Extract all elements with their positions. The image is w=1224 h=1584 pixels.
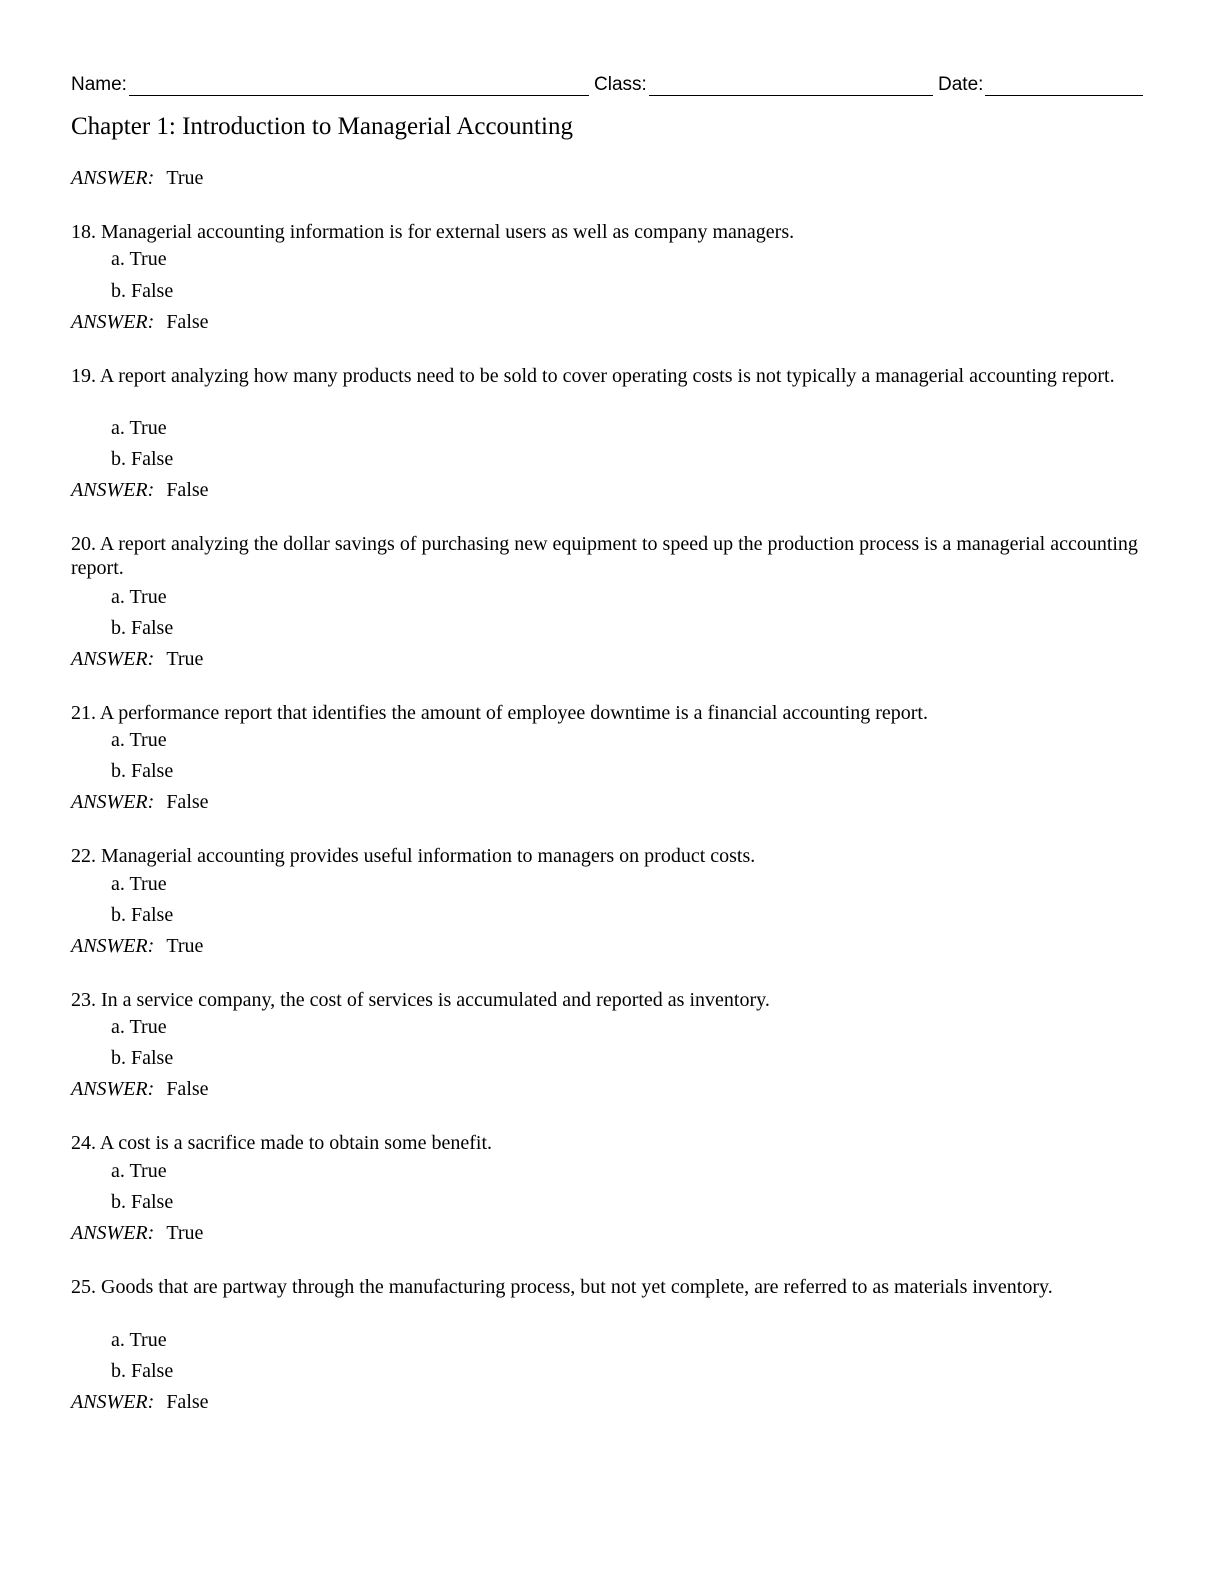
answer-line — [71, 1077, 209, 1101]
question-stem: 22. Managerial accounting provides useful information to managers on product costs. — [71, 845, 756, 867]
answer-value: False — [166, 791, 209, 813]
question-stem: 25. Goods that are partway through the manufacturing process, but not yet complete, are referred to as materials inventory. — [71, 1276, 1053, 1298]
option-b: b. False — [111, 448, 174, 470]
answer-line — [71, 934, 203, 958]
answer-value: False — [166, 311, 209, 333]
option-a: a. True — [111, 1016, 167, 1038]
answer-label: ANSWER: — [71, 935, 155, 957]
class-label: Class: — [594, 74, 647, 95]
option-a: a. True — [111, 1160, 167, 1182]
option-b: b. False — [111, 280, 174, 302]
option-b: b. False — [111, 1047, 174, 1069]
answer-value: True — [166, 167, 204, 189]
answer-label: ANSWER: — [71, 1222, 155, 1244]
question-stem: 21. A performance report that identifies the amount of employee downtime is a financial accounting report. — [71, 702, 928, 724]
question-stem: 23. In a service company, the cost of services is accumulated and reported as inventory. — [71, 989, 770, 1011]
answer-value: True — [166, 935, 204, 957]
question-stem: 19. A report analyzing how many products need to be sold to cover operating costs is not typically a managerial accounting report. — [71, 365, 1115, 387]
question-stem: 18. Managerial accounting information is for external users as well as company managers. — [71, 221, 795, 243]
name-field[interactable] — [71, 70, 589, 96]
answer-label: ANSWER: — [71, 648, 155, 670]
answer-label: ANSWER: — [71, 167, 155, 189]
option-a: a. True — [111, 1329, 167, 1351]
option-a: a. True — [111, 873, 167, 895]
class-blank-line[interactable] — [649, 75, 933, 96]
answer-value: False — [166, 1391, 209, 1413]
option-b: b. False — [111, 1191, 174, 1213]
answer-line — [71, 647, 203, 671]
date-field[interactable] — [938, 70, 1143, 96]
chapter-title: Chapter 1: Introduction to Managerial Accounting — [71, 113, 573, 140]
question-stem: 24. A cost is a sacrifice made to obtain some benefit. — [71, 1132, 492, 1154]
answer-value: True — [166, 648, 204, 670]
answer-value: False — [166, 479, 209, 501]
option-a: a. True — [111, 729, 167, 751]
answer-label: ANSWER: — [71, 479, 155, 501]
option-a: a. True — [111, 417, 167, 439]
name-label: Name: — [71, 74, 127, 95]
answer-label: ANSWER: — [71, 1391, 155, 1413]
answer-label: ANSWER: — [71, 1078, 155, 1100]
answer-line — [71, 166, 203, 190]
option-b: b. False — [111, 617, 174, 639]
answer-line — [71, 1390, 209, 1414]
student-info-header — [71, 70, 1143, 98]
option-b: b. False — [111, 904, 174, 926]
answer-value: True — [166, 1222, 204, 1244]
answer-line — [71, 1221, 203, 1245]
option-b: b. False — [111, 1360, 174, 1382]
option-a: a. True — [111, 586, 167, 608]
answer-line — [71, 478, 209, 502]
answer-line — [71, 790, 209, 814]
option-b: b. False — [111, 760, 174, 782]
class-field[interactable] — [594, 70, 933, 96]
date-blank-line[interactable] — [985, 75, 1143, 96]
question-stem: 20. A report analyzing the dollar savings of purchasing new equipment to speed up the production process is a managerial accounting report. — [71, 533, 1138, 579]
option-a: a. True — [111, 248, 167, 270]
date-label: Date: — [938, 74, 984, 95]
answer-label: ANSWER: — [71, 791, 155, 813]
name-blank-line[interactable] — [129, 75, 589, 96]
answer-value: False — [166, 1078, 209, 1100]
answer-label: ANSWER: — [71, 311, 155, 333]
answer-line — [71, 310, 209, 334]
